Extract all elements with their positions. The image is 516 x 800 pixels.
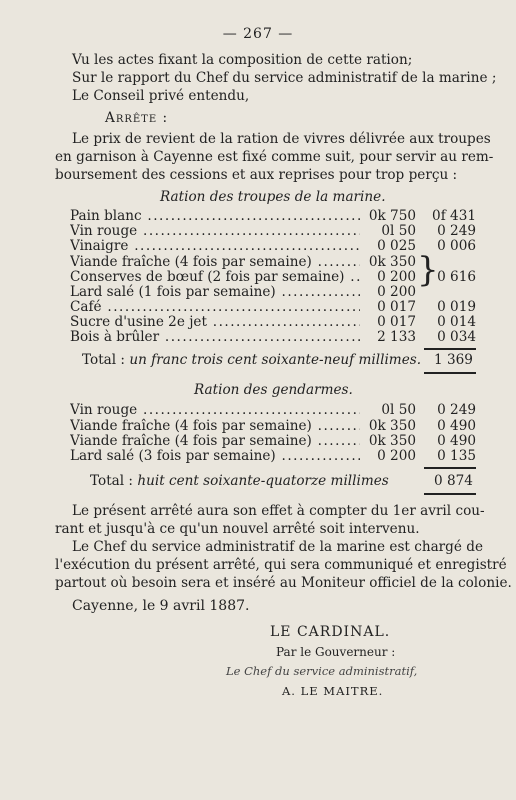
signature-role: Le Chef du service administratif, bbox=[226, 664, 418, 678]
row-label: Vinaigre ..... bbox=[70, 238, 360, 255]
signature-par: Par le Gouverneur : bbox=[276, 645, 396, 659]
row-qty: 0k 350 bbox=[368, 433, 416, 449]
row-qty: 0k 350 bbox=[368, 254, 416, 270]
row-qty: 0k 350 bbox=[368, 418, 416, 434]
row-label: Vin rouge ..... bbox=[70, 402, 360, 419]
total-words: huit cent soixante-quatorze millimes bbox=[137, 473, 389, 489]
row-qty: 0 017 bbox=[377, 314, 416, 330]
row-price: 0f 431 bbox=[432, 208, 476, 224]
row-qty: 0l 50 bbox=[381, 223, 416, 239]
signature-signer: A. LE MAITRE. bbox=[282, 684, 384, 698]
section2-title: Ration des gendarmes. bbox=[194, 382, 353, 398]
sum-rule bbox=[424, 348, 476, 350]
row-price: 0 249 bbox=[437, 402, 476, 418]
section1-total bbox=[82, 352, 421, 369]
row-label: Lard salé (3 fois par semaine) ..... bbox=[70, 448, 360, 465]
row-label: Viande fraîche (4 fois par semaine) ..... bbox=[70, 254, 360, 271]
table-row bbox=[0, 448, 516, 465]
table-row bbox=[0, 329, 516, 346]
intro-line-3: Le Conseil privé entendu, bbox=[72, 88, 250, 104]
row-price: 0 490 bbox=[437, 433, 476, 449]
place-date: Cayenne, le 9 avril 1887. bbox=[72, 598, 250, 614]
row-price: 0 034 bbox=[437, 329, 476, 345]
section2-total-value: 0 874 bbox=[434, 473, 473, 489]
row-label: Viande fraîche (4 fois par semaine) ..... bbox=[70, 418, 360, 435]
section1-title: Ration des troupes de la marine. bbox=[160, 189, 386, 205]
row-label: Lard salé (1 fois par semaine) ..... bbox=[70, 284, 360, 301]
sum-rule bbox=[424, 467, 476, 469]
row-label: Vin rouge ..... bbox=[70, 223, 360, 240]
row-price: 0 490 bbox=[437, 418, 476, 434]
row-qty: 0k 750 bbox=[368, 208, 416, 224]
para2-line-2: rant et jusqu'à ce qu'un nouvel arrêté soit intervenu. bbox=[55, 521, 420, 537]
row-label: Café ..... bbox=[70, 299, 360, 316]
para1-line-2: en garnison à Cayenne est fixé comme suit, pour servir au rem- bbox=[55, 149, 494, 165]
row-price: 0 249 bbox=[437, 223, 476, 239]
para3-line-1: Le Chef du service administratif de la marine est chargé de bbox=[72, 539, 483, 555]
row-price: 0 006 bbox=[437, 238, 476, 254]
row-qty: 0 017 bbox=[377, 299, 416, 315]
para1-line-3: boursement des cessions et aux reprises pour trop perçu : bbox=[55, 167, 458, 183]
row-qty: 0 200 bbox=[377, 284, 416, 300]
brace: } bbox=[417, 250, 439, 290]
row-qty: 0l 50 bbox=[381, 402, 416, 418]
page-number: — 267 — bbox=[222, 26, 294, 42]
para3-line-2: l'exécution du présent arrêté, qui sera communiqué et enregistré bbox=[55, 557, 507, 573]
row-qty: 0 200 bbox=[377, 448, 416, 464]
para1-line-1: Le prix de revient de la ration de vivres délivrée aux troupes bbox=[72, 131, 491, 147]
total-words: un franc trois cent soixante-neuf millimes. bbox=[129, 352, 422, 368]
row-label: Viande fraîche (4 fois par semaine) ..... bbox=[70, 433, 360, 450]
para2-line-1: Le présent arrêté aura son effet à compter du 1er avril cou- bbox=[72, 503, 485, 519]
intro-line-2: Sur le rapport du Chef du service administratif de la marine ; bbox=[72, 70, 497, 86]
total-rule bbox=[424, 493, 476, 495]
row-qty: 2 133 bbox=[377, 329, 416, 345]
intro-line-1: Vu les actes fixant la composition de cette ration; bbox=[72, 52, 413, 68]
row-price: 0 019 bbox=[437, 299, 476, 315]
arrete-heading: Arrête : bbox=[105, 110, 169, 126]
row-label: Conserves de bœuf (2 fois par semaine) ..... bbox=[70, 269, 360, 286]
row-qty: 0 025 bbox=[377, 238, 416, 254]
row-price: 0 135 bbox=[437, 448, 476, 464]
section1-total-value: 1 369 bbox=[434, 352, 473, 368]
total-rule bbox=[424, 372, 476, 374]
para3-line-3: partout où besoin sera et inséré au Moniteur officiel de la colonie. bbox=[55, 575, 512, 591]
table-row bbox=[0, 402, 516, 419]
row-label: Pain blanc ..... bbox=[70, 208, 360, 225]
total-label: Total : bbox=[82, 352, 126, 368]
total-label: Total : bbox=[90, 473, 134, 489]
row-label: Bois à brûler ..... bbox=[70, 329, 360, 346]
section2-total bbox=[90, 473, 389, 490]
signature-name: LE CARDINAL. bbox=[270, 624, 391, 640]
row-price: 0 014 bbox=[437, 314, 476, 330]
row-qty: 0 200 bbox=[377, 269, 416, 285]
row-price: 0 616 bbox=[437, 269, 476, 285]
row-label: Sucre d'usine 2e jet ..... bbox=[70, 314, 360, 331]
